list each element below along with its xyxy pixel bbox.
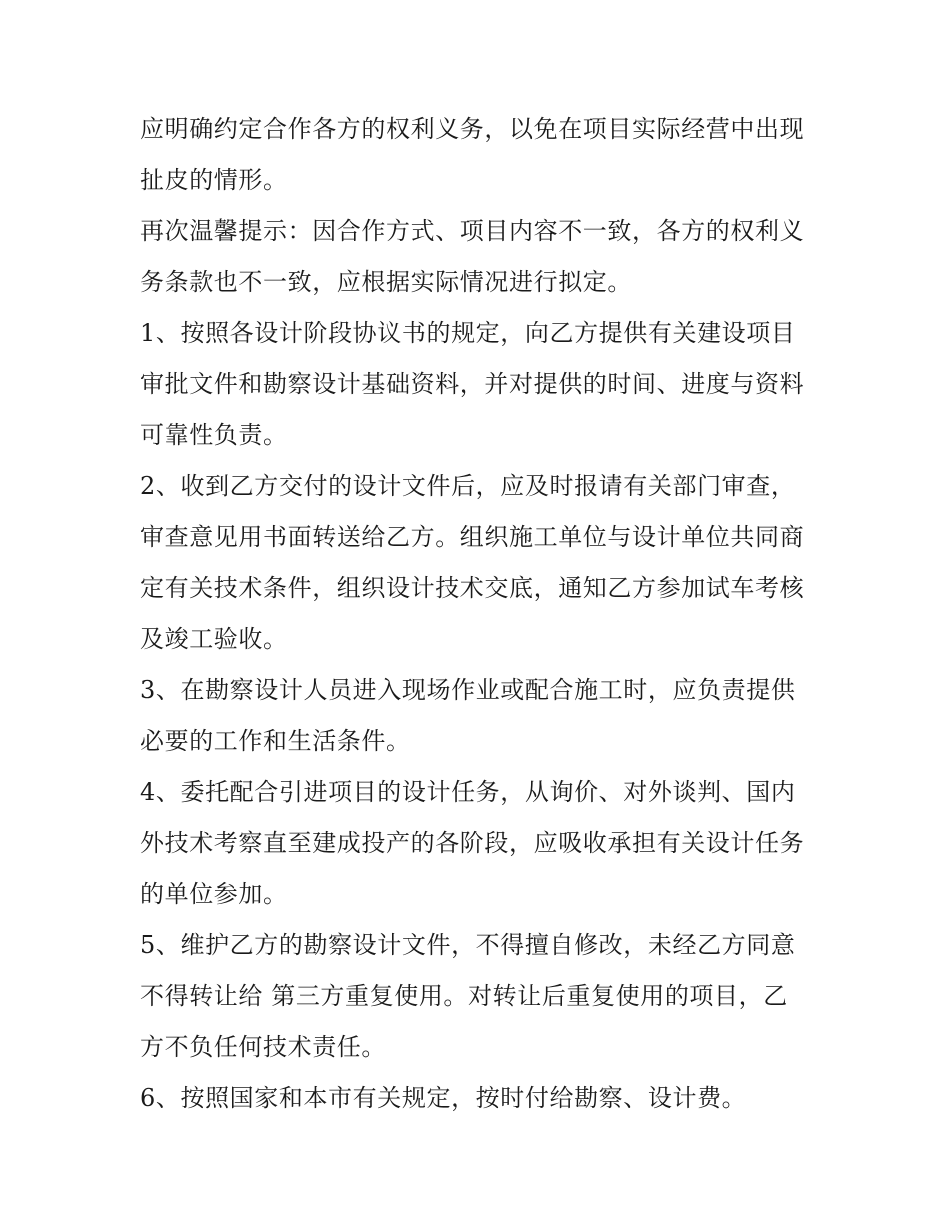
text-line: 定有关技术条件，组织设计技术交底，通知乙方参加试车考核 (140, 574, 805, 602)
paragraph-reminder (140, 206, 820, 308)
text-line: 及竣工验收。 (140, 625, 288, 653)
paragraph-item-6 (140, 1073, 820, 1124)
text-line: 再次温馨提示：因合作方式、项目内容不一致，各方的权利义 (140, 217, 805, 245)
text-line: 1、按照各设计阶段协议书的规定，向乙方提供有关建设项目 (140, 319, 796, 347)
paragraph-item-1 (140, 308, 820, 461)
text-line: 的单位参加。 (140, 880, 288, 908)
text-line: 不得转让给 第三方重复使用。对转让后重复使用的项目，乙 (140, 982, 788, 1010)
text-line: 外技术考察直至建成投产的各阶段，应吸收承担有关设计任务 (140, 829, 805, 857)
text-line: 审批文件和勘察设计基础资料，并对提供的时间、进度与资料 (140, 370, 805, 398)
text-line: 应明确约定合作各方的权利义务，以免在项目实际经营中出现 (140, 115, 805, 143)
paragraph-item-4 (140, 767, 820, 920)
paragraph-item-3 (140, 665, 820, 767)
text-line: 2、收到乙方交付的设计文件后，应及时报请有关部门审查， (140, 472, 796, 500)
document-body (140, 104, 820, 1124)
paragraph-intro (140, 104, 820, 206)
text-line: 6、按照国家和本市有关规定，按时付给勘察、设计费。 (140, 1084, 747, 1112)
text-line: 可靠性负责。 (140, 421, 288, 449)
text-line: 5、维护乙方的勘察设计文件，不得擅自修改，未经乙方同意 (140, 931, 796, 959)
text-line: 方不负任何技术责任。 (140, 1033, 386, 1061)
text-line: 4、委托配合引进项目的设计任务，从询价、对外谈判、国内 (140, 778, 796, 806)
paragraph-item-5 (140, 920, 820, 1073)
text-line: 3、在勘察设计人员进入现场作业或配合施工时，应负责提供 (140, 676, 796, 704)
text-line: 审查意见用书面转送给乙方。组织施工单位与设计单位共同商 (140, 523, 805, 551)
text-line: 务条款也不一致，应根据实际情况进行拟定。 (140, 268, 632, 296)
text-line: 扯皮的情形。 (140, 166, 288, 194)
text-line: 必要的工作和生活条件。 (140, 727, 411, 755)
paragraph-item-2 (140, 461, 820, 665)
